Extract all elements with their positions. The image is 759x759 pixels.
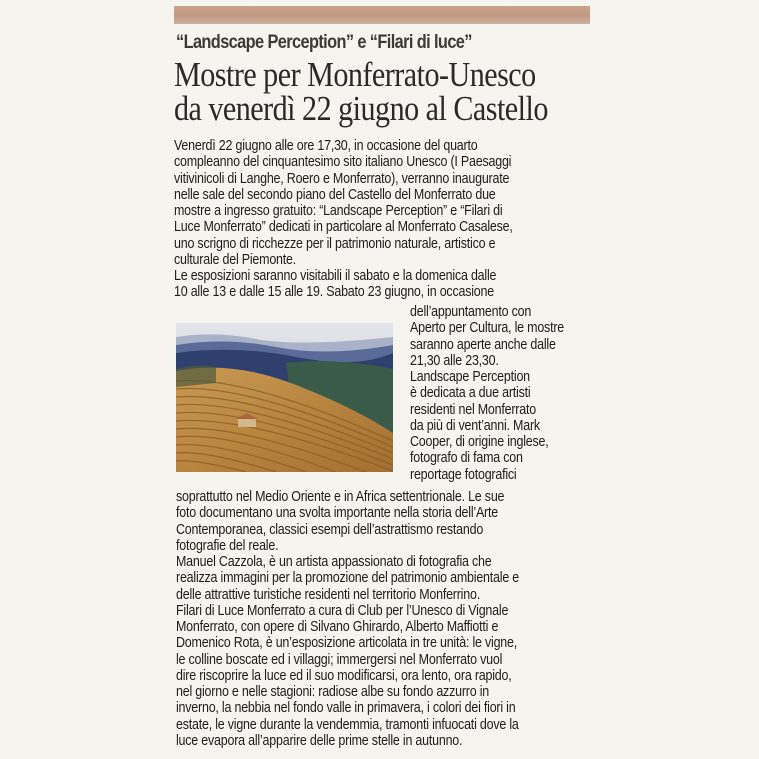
text-line: Venerdì 22 giugno alle ore 17,30, in occasione del quarto bbox=[174, 138, 478, 154]
article-body-side bbox=[410, 304, 564, 483]
text-line: mostre a ingresso gratuito: “Landscape Perception” e “Filari di bbox=[174, 203, 503, 219]
text-line: Manuel Cazzola, è un artista appassionato di fotografia che bbox=[176, 554, 492, 570]
text-line: Aperto per Cultura, le mostre bbox=[410, 320, 565, 337]
text-line: realizza immagini per la promozione del patrimonio ambientale e bbox=[176, 570, 520, 587]
text-line: Domenico Rota, è un’esposizione articolata in tre unità: le vigne, bbox=[176, 635, 518, 652]
text-line: è dedicata a due artisti bbox=[410, 385, 531, 402]
text-line: Filari di Luce Monferrato a cura di Club per l’Unesco di Vignale bbox=[176, 602, 509, 619]
text-line: compleanno del cinquantesimo sito italiano Unesco (I Paesaggi bbox=[174, 154, 512, 171]
vineyard-photo bbox=[176, 323, 393, 472]
text-line: Landscape Perception bbox=[410, 369, 530, 385]
text-line: Monferrato, con opere di Silvano Ghirardo, Alberto Maffiotti e bbox=[176, 619, 499, 635]
text-line: Luce Monferrato” dedicati in particolare al Monferrato Casalese, bbox=[174, 219, 513, 236]
article-body-top bbox=[174, 138, 513, 301]
text-line: uno scrigno di ricchezze per il patrimonio naturale, artistico e bbox=[174, 235, 496, 252]
text-line: Cooper, di origine inglese, bbox=[410, 434, 549, 450]
text-line: foto documentano una svolta importante nella storia dell’Arte bbox=[176, 505, 498, 522]
text-line: 10 alle 13 e dalle 15 alle 19. Sabato 23 giugno, in occasione bbox=[174, 284, 494, 301]
text-line: inverno, la nebbia nel fondo valle in primavera, i colori dei fiori in bbox=[176, 700, 516, 717]
text-line: luce evapora all’apparire delle prime stelle in autunno. bbox=[176, 732, 463, 749]
text-line: nel giorno e nelle stagioni: radiose albe su fondo azzurro in bbox=[176, 684, 489, 700]
text-line: saranno aperte anche dalle bbox=[410, 336, 556, 353]
text-line: dell’appuntamento con bbox=[410, 304, 532, 320]
text-line: vitivinicoli di Langhe, Roero e Monferrato), verranno inaugurate bbox=[174, 170, 510, 187]
header-strip bbox=[174, 6, 590, 24]
text-line: dire riscoprire la luce ed il suo modificarsi, ora lento, ora rapido, bbox=[176, 667, 512, 684]
text-line: Le esposizioni saranno visitabili il sabato e la domenica dalle bbox=[174, 268, 497, 284]
text-line: fotografie del reale. bbox=[176, 537, 279, 554]
text-line: le colline boscate ed i villaggi; immergersi nel Monferrato vuol bbox=[176, 651, 503, 668]
text-line: soprattutto nel Medio Oriente e in Africa settentrionale. Le sue bbox=[176, 489, 505, 505]
text-line: estate, le vigne durante la vendemmia, tramonti infuocati dove la bbox=[176, 716, 519, 733]
article-kicker: “Landscape Perception” e “Filari di luce” bbox=[176, 32, 472, 53]
headline-line: da venerdì 22 giugno al Castello bbox=[174, 89, 548, 128]
text-line: reportage fotografici bbox=[410, 466, 517, 483]
headline-line: Mostre per Monferrato-Unesco bbox=[174, 55, 536, 94]
text-line: residenti nel Monferrato bbox=[410, 401, 536, 418]
text-line: 21,30 alle 23,30. bbox=[410, 352, 499, 369]
text-line: nelle sale del secondo piano del Castello del Monferrato due bbox=[174, 186, 496, 203]
text-line: da più di vent’anni. Mark bbox=[410, 417, 540, 434]
text-line: fotografo di fama con bbox=[410, 450, 523, 467]
text-line: Contemporanea, classici esempi dell’astrattismo restando bbox=[176, 521, 484, 538]
text-line: culturale del Piemonte. bbox=[174, 251, 297, 268]
article-body-bottom bbox=[176, 489, 519, 749]
article-headline bbox=[174, 55, 578, 128]
text-line: delle attrattive turistiche residenti nel territorio Monferrino. bbox=[176, 586, 480, 603]
